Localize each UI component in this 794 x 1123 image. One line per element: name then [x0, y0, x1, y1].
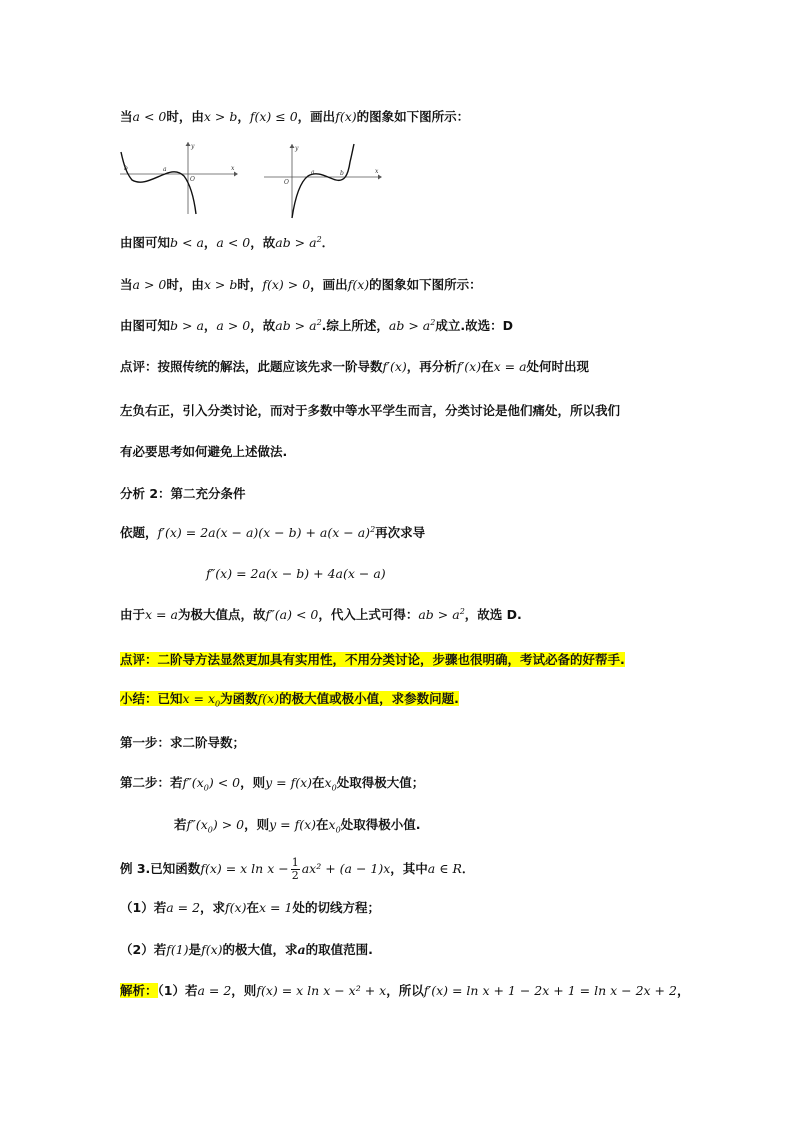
text-line-5: 点评：按照传统的解法，此题应该先求一阶导数f′(x)，再分析f′(x)在x = a处何时出现 [120, 359, 590, 374]
solution-line: 解析：（1）若a = 2，则f(x) = x ln x − x² + x，所以f′(x) = ln x + 1 − 2x + 1 = ln x − 2x + 2， [120, 983, 690, 998]
x-axis-arrow [378, 175, 382, 180]
section-heading-analysis-2: 分析 2：第二充分条件 [120, 486, 246, 501]
curve-path [121, 152, 196, 214]
text-line-6: 左负右正，引入分类讨论，而对于多数中等水平学生而言，分类讨论是他们痛处，所以我们 [120, 403, 621, 418]
text-line-1: 当a < 0时，由x > b，f(x) ≤ 0，画出f(x)的图象如下图所示： [120, 109, 470, 124]
graph-figure-left [118, 140, 238, 216]
graph-figure-right [262, 142, 382, 220]
step-2: 第二步：若$f''(x_0) < 0$，则y = f(x)在$x_0$处取得极大值； [120, 775, 425, 793]
curve-path [292, 144, 354, 218]
fraction-half: $\frac{1}{2}$ [291, 856, 299, 882]
label-x: x [231, 165, 235, 172]
label-y: y [295, 145, 299, 152]
label-b: b [124, 165, 128, 172]
question-1: （1）若a = 2，求f(x)在x = 1处的切线方程； [120, 900, 380, 915]
label-o: O [284, 179, 289, 186]
solution-label: 解析： [120, 983, 158, 998]
text-line-9: 依题，$f'(x) = 2a(x - a)(x - b) + a(x - a)^2$再次求导 [120, 524, 426, 540]
label-x: x [375, 168, 379, 175]
label-o: O [190, 176, 195, 183]
text-line-11: 由于x = a为极大值点，故f″(a) < 0，代入上式可得：ab > $a^2$，故选 D. [120, 606, 522, 622]
text-line-2: 由图可知b < a，a < 0，故ab > $a^2$． [120, 234, 335, 250]
label-y: y [191, 143, 195, 150]
y-axis-arrow [290, 144, 295, 148]
example-3-statement: 例 3.已知函数f(x) = x ln x − $\frac{1}{2}$ ax² + (a − 1)x，其中a ∈ R． [120, 856, 475, 882]
label-b: b [340, 170, 344, 177]
label-a: a [163, 166, 167, 173]
text-line-3: 当a > 0时，由x > b时，f(x) > 0，画出f(x)的图象如下图所示： [120, 277, 482, 292]
label-a: a [311, 169, 315, 176]
question-2: （2）若f(1)是f(x)的极大值，求a的取值范围. [120, 942, 373, 957]
text-line-4: 由图可知b > a，a > 0，故ab > $a^2$.综上所述，ab > $a^2$成立.故选：D [120, 317, 513, 333]
x-axis-arrow [234, 172, 238, 177]
step-1: 第一步：求二阶导数； [120, 735, 246, 750]
highlighted-comment: 点评：二阶导方法显然更加具有实用性，不用分类讨论，步骤也很明确，考试必备的好帮手. [120, 652, 625, 667]
text-line-7: 有必要思考如何避免上述做法. [120, 444, 288, 459]
step-2-continued: 若$f''(x_0) > 0$，则y = f(x)在$x_0$处取得极小值. [174, 817, 421, 835]
formula-second-derivative: f″(x) = 2a(x − b) + 4a(x − a) [206, 566, 386, 581]
y-axis-arrow [186, 142, 191, 146]
highlighted-summary: 小结：已知$x = x_0$为函数f(x)的极大值或极小值，求参数问题. [120, 691, 459, 709]
